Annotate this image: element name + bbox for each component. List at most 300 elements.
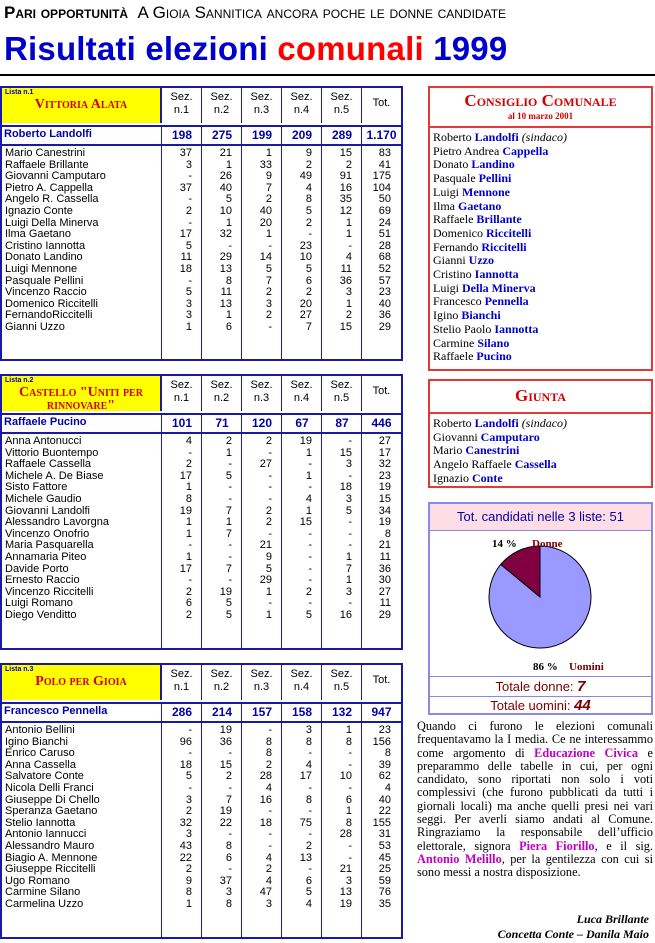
vote-value: 3 [305,724,312,736]
vote-value: 10 [219,204,232,217]
vote-value: - [228,492,232,505]
vote-value: 1 [345,228,352,241]
vote-value: - [308,828,312,841]
column-rule [241,146,242,359]
vote-value: 2 [265,758,272,771]
vote-value: 18 [179,262,192,275]
vote-value: 45 [378,851,391,864]
vote-value: 5 [225,608,232,621]
vote-value: 4 [345,251,352,264]
person-last: Cassella [514,457,557,472]
column-rule [321,704,322,721]
women-total-value: 7 [577,678,586,695]
person-first: Domenico [433,225,483,240]
signature-1: Luca Brillante [576,912,649,926]
vote-value: 27 [378,435,391,447]
vote-value: 11 [180,251,192,264]
vote-value: 23 [378,469,391,482]
vote-value: 1 [225,516,232,529]
vote-value: 8 [225,897,232,910]
council-subtitle: al 10 marzo 2001 [507,111,574,121]
vote-value: 5 [225,469,232,482]
candidate-name: Carmelina Uzzo [5,897,84,910]
column-rule [241,723,242,937]
list-table-2 [0,374,403,650]
vote-value: 31 [378,828,391,841]
vote-value: 1 [305,504,312,517]
vote-value: - [188,193,192,206]
person-first: Igino [433,308,459,323]
vote-value: - [228,458,232,471]
person-line [433,444,648,458]
candidate-name: Vincenzo Raccio [5,286,87,299]
vote-value: 53 [378,839,391,852]
leader-value: 132 [331,705,353,719]
vote-value: 51 [378,228,391,241]
column-rule [361,146,362,359]
vote-value: 9 [265,550,272,563]
person-last: Landino [471,157,515,172]
list-table-1 [0,86,403,361]
vote-value: 35 [378,897,391,910]
vote-value: 5 [185,770,192,783]
person-last: Canestrini [465,443,520,458]
person-last: Riccitelli [481,239,527,254]
person-line [433,227,648,241]
vote-value: 18 [179,758,192,771]
vote-value: 1 [185,516,192,529]
vote-value: 4 [305,758,312,771]
leader-name: Roberto Landolfi [4,128,92,140]
vote-value: 5 [305,608,312,621]
vote-value: 19 [299,435,312,447]
vote-value: 6 [345,793,352,806]
vote-value: - [348,851,352,864]
vote-value: 6 [305,874,312,887]
candidate-name: Pasquale Pellini [5,274,84,287]
column-header-6: Tot. [372,674,391,686]
vote-value: 19 [179,504,192,517]
vote-value: 15 [339,320,352,333]
vote-value: 19 [219,724,232,736]
vote-value: 32 [179,816,192,829]
article-emphasis-2: Piera Fiorillo [519,838,595,853]
vote-value: 5 [305,886,312,899]
column-rule [201,146,202,359]
vote-value: 1 [225,309,232,322]
vote-value: 3 [265,297,272,310]
person-last: Riccitelli [486,225,532,240]
vote-value: 29 [259,574,272,587]
column-rule [201,415,202,432]
vote-value: 1 [345,805,352,818]
vote-value: 2 [225,770,232,783]
leader-value: 101 [171,416,193,430]
vote-value: - [308,550,312,563]
candidate-name: Sisto Fattore [5,481,68,494]
vote-value: 2 [185,204,192,217]
vote-value: - [348,239,352,252]
vote-value: 6 [225,320,232,333]
vote-value: 28 [339,828,352,841]
vote-value: 2 [265,286,272,299]
vote-value: 3 [345,585,352,598]
candidate-name: Speranza Gaetano [5,805,98,818]
vote-value: 8 [225,274,232,287]
column-header-1: Sez. n.1 [162,88,202,123]
candidate-name: Anna Antonucci [5,435,82,447]
vote-value: 2 [305,585,312,598]
vote-value: - [308,597,312,610]
vote-value: 29 [219,251,232,264]
vote-value: 17 [299,770,312,783]
vote-value: 4 [265,874,272,887]
gender-pie-chart [430,532,651,676]
vote-value: 3 [345,458,352,471]
vote-value: 36 [219,735,232,748]
vote-value: - [188,724,192,736]
candidate-name: Anna Cassella [5,758,76,771]
leader-value: 158 [291,705,313,719]
vote-value: - [348,435,352,447]
column-header-2: Sez. n.2 [202,376,242,411]
person-last: Pucino [476,349,512,364]
vote-value: - [308,481,312,494]
women-total [430,678,651,696]
vote-value: 18 [339,481,352,494]
vote-value: 29 [378,608,391,621]
vote-value: 5 [225,193,232,206]
column-header-1: Sez. n.1 [162,665,202,700]
vote-value: 17 [179,228,192,241]
candidate-name: Raffaele Brillante [5,158,89,171]
council-panel [428,86,653,371]
person-first: Stelio Paolo [433,321,492,336]
vote-value: 21 [259,539,272,552]
vote-value: 8 [384,527,391,540]
leader-value: 157 [251,705,273,719]
vote-value: 2 [305,216,312,229]
vote-value: - [228,828,232,841]
vote-value: 19 [339,897,352,910]
candidate-name: Giuseppe Di Chello [5,793,100,806]
vote-value: 20 [299,297,312,310]
person-line [433,172,648,186]
kicker-prefix: Pari opportunità [4,3,129,22]
vote-value: 155 [372,816,391,829]
vote-value: 2 [185,458,192,471]
vote-value: 2 [305,286,312,299]
person-line [433,309,648,323]
column-rule [361,127,362,144]
person-first: Pasquale [433,171,476,186]
vote-value: 2 [305,158,312,171]
vote-value: - [228,539,232,552]
column-header-5: Sez. n.5 [322,376,362,411]
person-line [433,268,648,282]
person-first: Pietro Andrea [433,143,500,158]
kicker [4,3,506,23]
vote-value: 16 [339,608,352,621]
leader-value: 947 [371,705,392,719]
vote-value: 37 [179,147,192,159]
column-rule [361,434,362,648]
leader-value: 199 [251,128,273,142]
vote-value: 2 [265,516,272,529]
list-badge [2,376,162,411]
vote-value: 4 [265,851,272,864]
vote-value: 37 [219,874,232,887]
vote-value: - [268,805,272,818]
vote-value: 2 [305,839,312,852]
vote-value: 2 [265,863,272,876]
page-title [4,30,507,68]
vote-value: - [348,758,352,771]
column-header-3: Sez. n.3 [242,88,282,123]
vote-value: 75 [299,816,312,829]
vote-value: 6 [305,274,312,287]
candidate-name: Salvatore Conte [5,770,84,783]
column-rule [161,415,162,432]
vote-value: - [348,839,352,852]
leader-name: Francesco Pennella [4,705,108,717]
candidate-name: Giovanni Landolfi [5,504,91,517]
vote-value: 2 [345,309,352,322]
vote-value: - [188,747,192,760]
candidate-name: Vincenzo Onofrio [5,527,90,540]
vote-value: 1 [225,446,232,459]
vote-value: 15 [219,758,232,771]
vote-value: 2 [265,435,272,447]
leader-value: 446 [371,416,392,430]
vote-value: 2 [265,193,272,206]
person-last: Gaetano [458,198,502,213]
vote-value: 57 [378,274,391,287]
candidate-name: Davide Porto [5,562,69,575]
vote-value: 35 [339,193,352,206]
vote-value: 19 [378,516,391,529]
vote-value: 8 [305,193,312,206]
vote-value: 4 [384,781,391,794]
leader-value: 209 [291,128,313,142]
column-rule [161,146,162,359]
column-rule [361,415,362,432]
vote-value: 17 [179,562,192,575]
vote-value: 32 [219,228,232,241]
vote-value: 1 [225,216,232,229]
column-header-6: Tot. [372,385,391,397]
vote-value: 2 [225,435,232,447]
vote-value: 14 [259,251,272,264]
column-rule [161,434,162,648]
vote-value: 47 [259,886,272,899]
person-first: Gianni [433,253,466,268]
vote-value: 1 [225,158,232,171]
vote-value: 9 [185,874,192,887]
vote-value: - [228,747,232,760]
column-rule [281,434,282,648]
person-line [433,431,648,445]
person-first: Luigi [433,184,459,199]
list-name: Vittoria Alata [34,97,128,112]
vote-value: - [188,274,192,287]
giunta-panel [428,379,653,488]
column-rule [321,146,322,359]
vote-value: 36 [378,562,391,575]
vote-value: 16 [259,793,272,806]
vote-value: 13 [219,297,232,310]
list-header [2,376,401,413]
candidate-name: Luigi Romano [5,597,73,610]
leader-value: 67 [295,416,309,430]
vote-value: 40 [378,793,391,806]
vote-value: - [188,446,192,459]
vote-value: 3 [185,309,192,322]
vote-value: 1 [185,320,192,333]
vote-value: 25 [378,863,391,876]
vote-value: 20 [259,216,272,229]
vote-value: - [228,574,232,587]
vote-value: 1 [185,481,192,494]
person-first: Luigi [433,280,459,295]
vote-value: 12 [339,204,352,217]
vote-value: 7 [265,181,272,194]
column-rule [321,127,322,144]
article-p3: , e il sig. [594,838,653,853]
column-header-2: Sez. n.2 [202,88,242,123]
vote-value: 62 [378,770,391,783]
candidate-name: Alessandro Mauro [5,839,95,852]
column-header-5: Sez. n.5 [322,88,362,123]
vote-value: 1 [265,585,272,598]
vote-value: - [268,839,272,852]
vote-value: 15 [378,492,391,505]
person-line [433,145,648,159]
vote-value: - [268,597,272,610]
vote-value: - [308,805,312,818]
person-line [433,417,648,431]
men-total [430,697,651,715]
leader-value: 198 [171,128,193,142]
men-total-value: 44 [574,697,591,714]
list-header [2,88,401,125]
list-number: Lista n.1 [5,89,34,96]
person-last: Uzzo [468,253,494,268]
vote-value: 1 [345,550,352,563]
vote-value: 8 [305,735,312,748]
vote-value: 32 [378,458,391,471]
candidate-name: Donato Landino [5,251,83,264]
leader-name: Raffaele Pucino [4,416,87,428]
vote-value: 28 [378,239,391,252]
candidate-name: Antonio Iannucci [5,828,87,841]
vote-value: 1 [265,147,272,159]
vote-value: - [268,724,272,736]
vote-value: 17 [179,469,192,482]
stats-panel [428,502,653,715]
column-rule [321,415,322,432]
vote-value: 156 [372,735,391,748]
leader-row [2,413,401,434]
vote-value: 40 [219,181,232,194]
person-first: Roberto [433,130,472,144]
candidate-name: Angelo R. Cassella [5,193,99,206]
vote-value: 8 [345,735,352,748]
vote-value: - [268,320,272,333]
column-rule [281,704,282,721]
list-number: Lista n.3 [5,666,34,673]
person-first: Ignazio [433,470,469,485]
column-header-6: Tot. [372,97,391,109]
person-line [433,213,648,227]
vote-value: 8 [225,839,232,852]
person-first: Ilma [433,198,455,213]
candidate-name: Luigi Mennone [5,262,78,275]
vote-value: 3 [185,297,192,310]
list-badge [2,665,162,700]
person-line [433,158,648,172]
vote-value: - [348,469,352,482]
vote-value: 7 [225,793,232,806]
vote-value: 2 [345,158,352,171]
vote-value: 15 [299,516,312,529]
vote-value: 6 [225,851,232,864]
vote-value: 17 [378,446,391,459]
article-p2: e preparammo delle tabelle in cui, per ogni candidato, sono riportati non solo i voti complessivi (che furono pubblicati da tutti i giornali locali) ma anche quelli presi nei vari seggi. Per averli siamo andati al Comune. Ringraziamo la responsabile dell’ufficio elettorale, signora [417,745,653,853]
column-rule [161,723,162,937]
pie-label-men-percent: 86 % [533,661,558,673]
vote-value: 7 [225,527,232,540]
column-header-4: Sez. n.4 [282,665,322,700]
vote-value: 7 [265,274,272,287]
vote-value: 1 [305,469,312,482]
column-rule [201,723,202,937]
person-first: Donato [433,157,469,172]
person-last: Bianchi [461,308,501,323]
person-line [433,323,648,337]
vote-value: 22 [219,816,232,829]
candidate-name: Biagio A. Mennone [5,851,98,864]
list-name: Polo per Gioia [35,674,127,689]
vote-value: 3 [185,828,192,841]
vote-value: - [188,170,192,183]
candidate-name: Cristino Iannotta [5,239,86,252]
candidate-name: Igino Bianchi [5,735,68,748]
vote-value: 5 [345,504,352,517]
vote-value: 11 [379,597,391,610]
leader-value: 286 [171,705,193,719]
pie-label-women-percent: 14 % [492,538,517,550]
vote-value: 5 [265,562,272,575]
candidate-name: Ugo Romano [5,874,70,887]
vote-value: 4 [185,435,192,447]
list-badge [2,88,162,123]
person-last: Landolfi [474,130,519,144]
column-rule [241,704,242,721]
vote-value: - [308,539,312,552]
leader-value: 87 [335,416,349,430]
person-first: Raffaele [433,212,474,227]
vote-value: 11 [340,262,352,275]
candidate-name: Michele A. De Biase [5,469,104,482]
vote-value: 7 [305,320,312,333]
vote-value: 4 [265,781,272,794]
vote-value: 34 [378,504,391,517]
candidate-name: Alessandro Lavorgna [5,516,109,529]
vote-value: 7 [345,562,352,575]
vote-value: 5 [305,204,312,217]
vote-value: - [308,562,312,575]
